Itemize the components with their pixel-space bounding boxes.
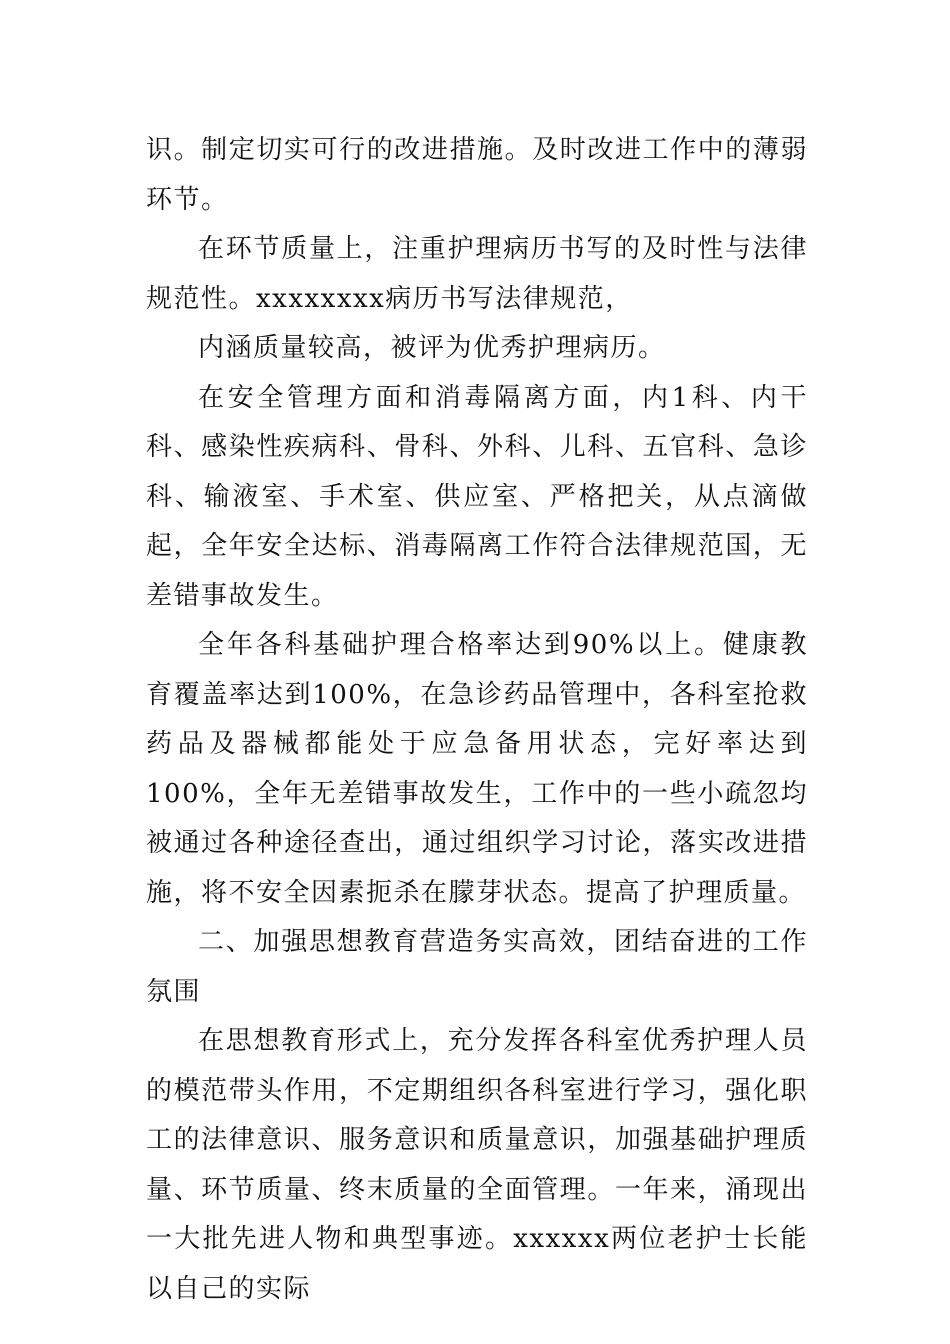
paragraph-4: 在安全管理方面和消毒隔离方面，内1科、内干科、感染性疾病科、骨科、外科、儿科、五官科、急诊科、输液室、手术室、供应室、严格把关，从点滴做起，全年安全达标、消毒隔离工作符合法律规范国，无差错事故发生。 — [146, 382, 808, 611]
paragraph-5: 全年各科基础护理合格率达到90%以上。健康教育覆盖率达到100%，在急诊药品管理中，各科室抢救药品及器械都能处于应急备用状态，完好率达到100%，全年无差错事故发生，工作中的一些小疏忽均被通过各种途径查出，通过组织学习讨论，落实改进措施，将不安全因素扼杀在朦芽状态。提高了护理质量。 — [146, 630, 808, 908]
paragraph-3: 内涵质量较高，被评为优秀护理病历。 — [198, 333, 666, 363]
document-body — [146, 126, 808, 1314]
paragraph-2: 在环节质量上，注重护理病历书写的及时性与法律规范性。xxxxxxxx病历书写法律规范， — [146, 234, 808, 314]
paragraph-1: 识。制定切实可行的改进措施。及时改进工作中的薄弱环节。 — [146, 135, 808, 215]
section-heading: 二、加强思想教育营造务实高效，团结奋进的工作氛围 — [146, 927, 808, 1007]
paragraph-6: 在思想教育形式上，充分发挥各科室优秀护理人员的模范带头作用，不定期组织各科室进行学习，强化职工的法律意识、服务意识和质量意识，加强基础护理质量、环节质量、终末质量的全面管理。一年来，涌现出一大批先进人物和典型事迹。xxxxxx两位老护士长能以自己的实际 — [146, 1026, 808, 1304]
